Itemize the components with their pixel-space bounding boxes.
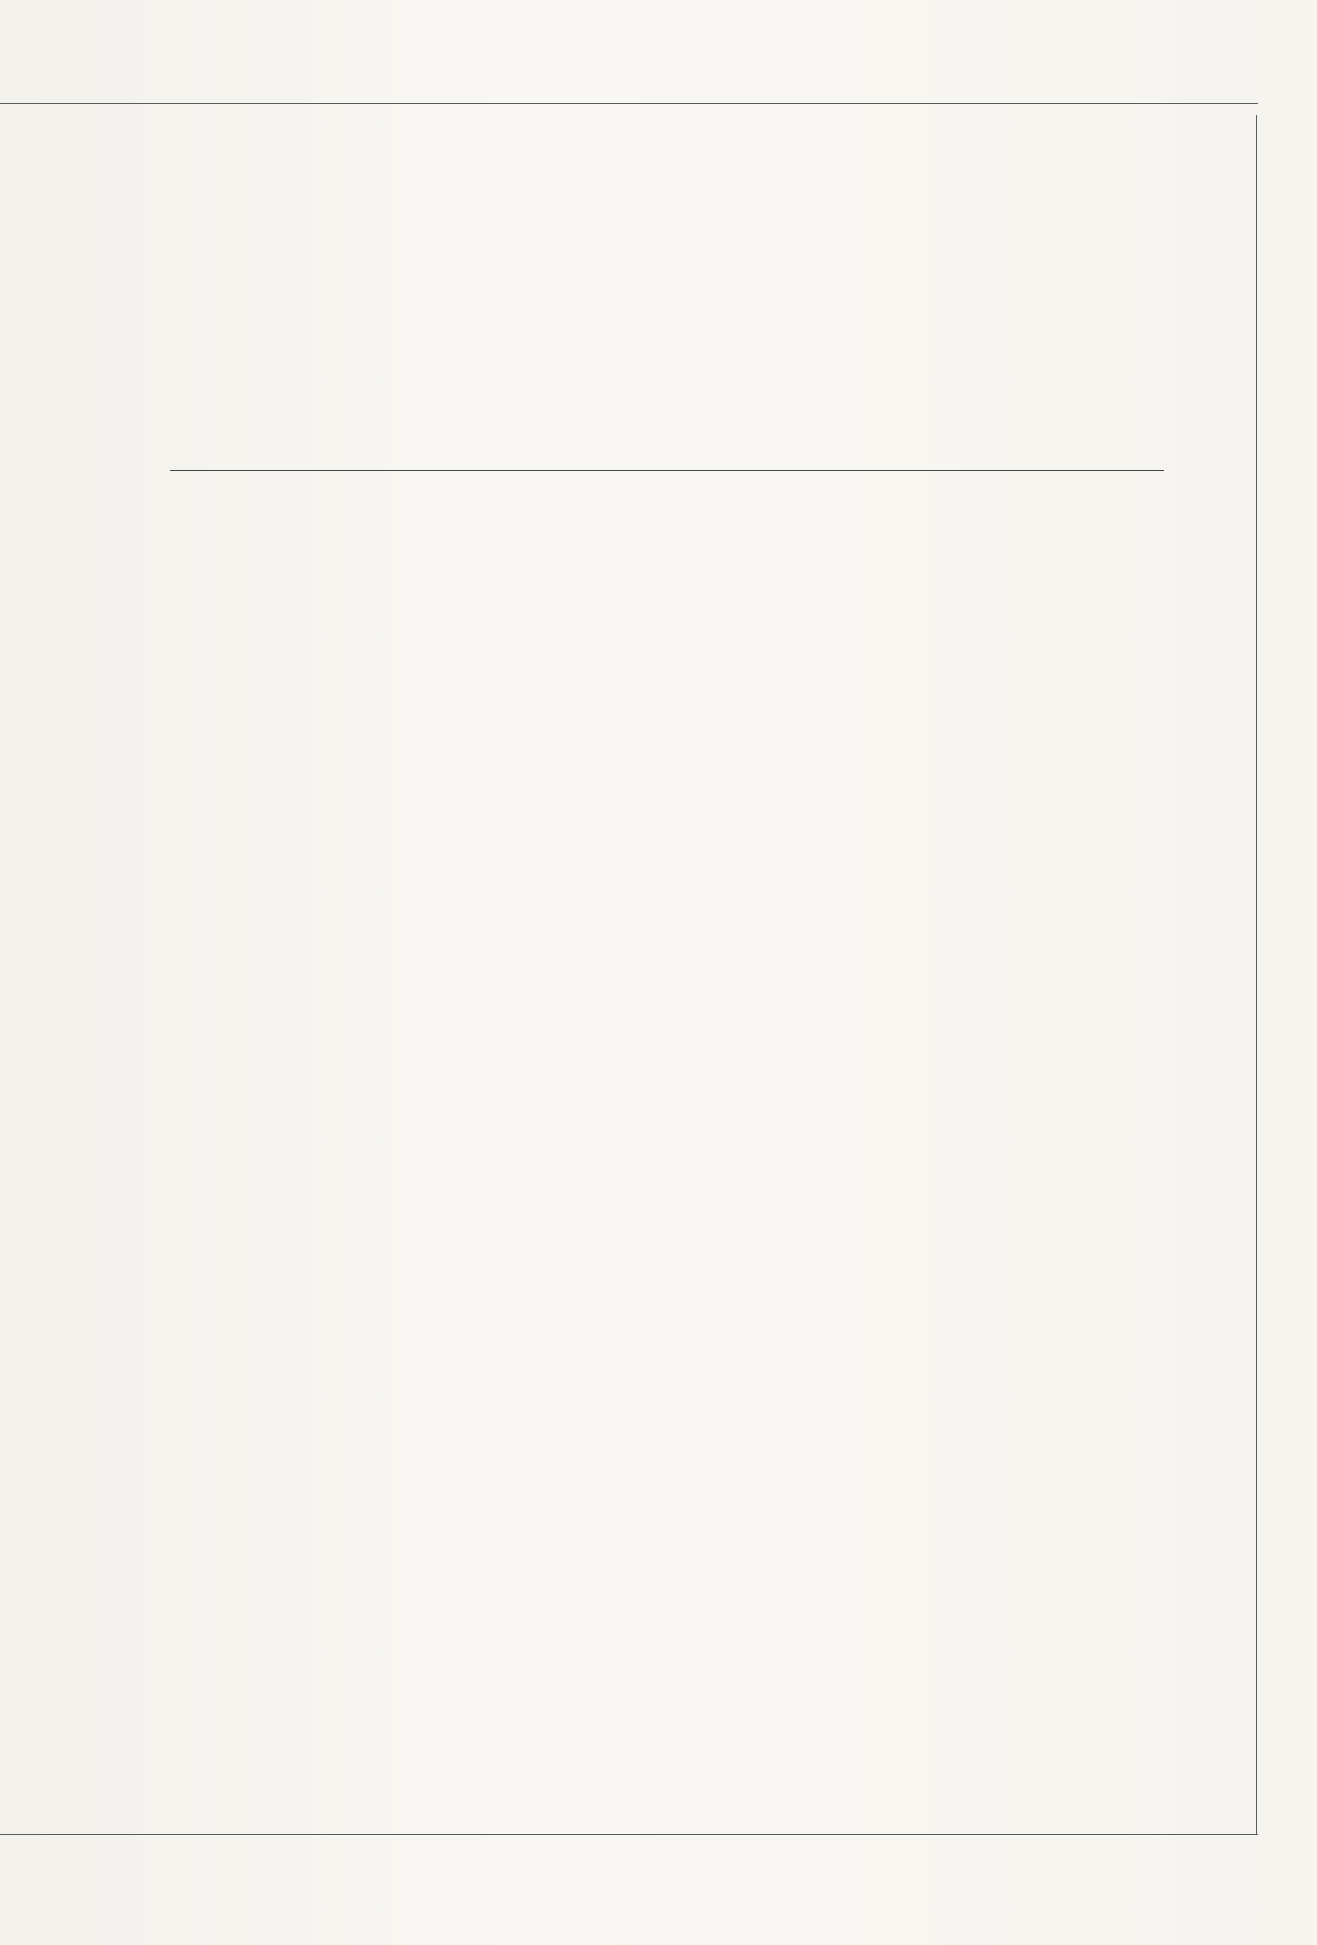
- top-rule: [0, 103, 1258, 104]
- section-rule: [170, 470, 1164, 471]
- bottom-rule: [0, 1834, 1258, 1835]
- side-rule: [1256, 115, 1257, 1835]
